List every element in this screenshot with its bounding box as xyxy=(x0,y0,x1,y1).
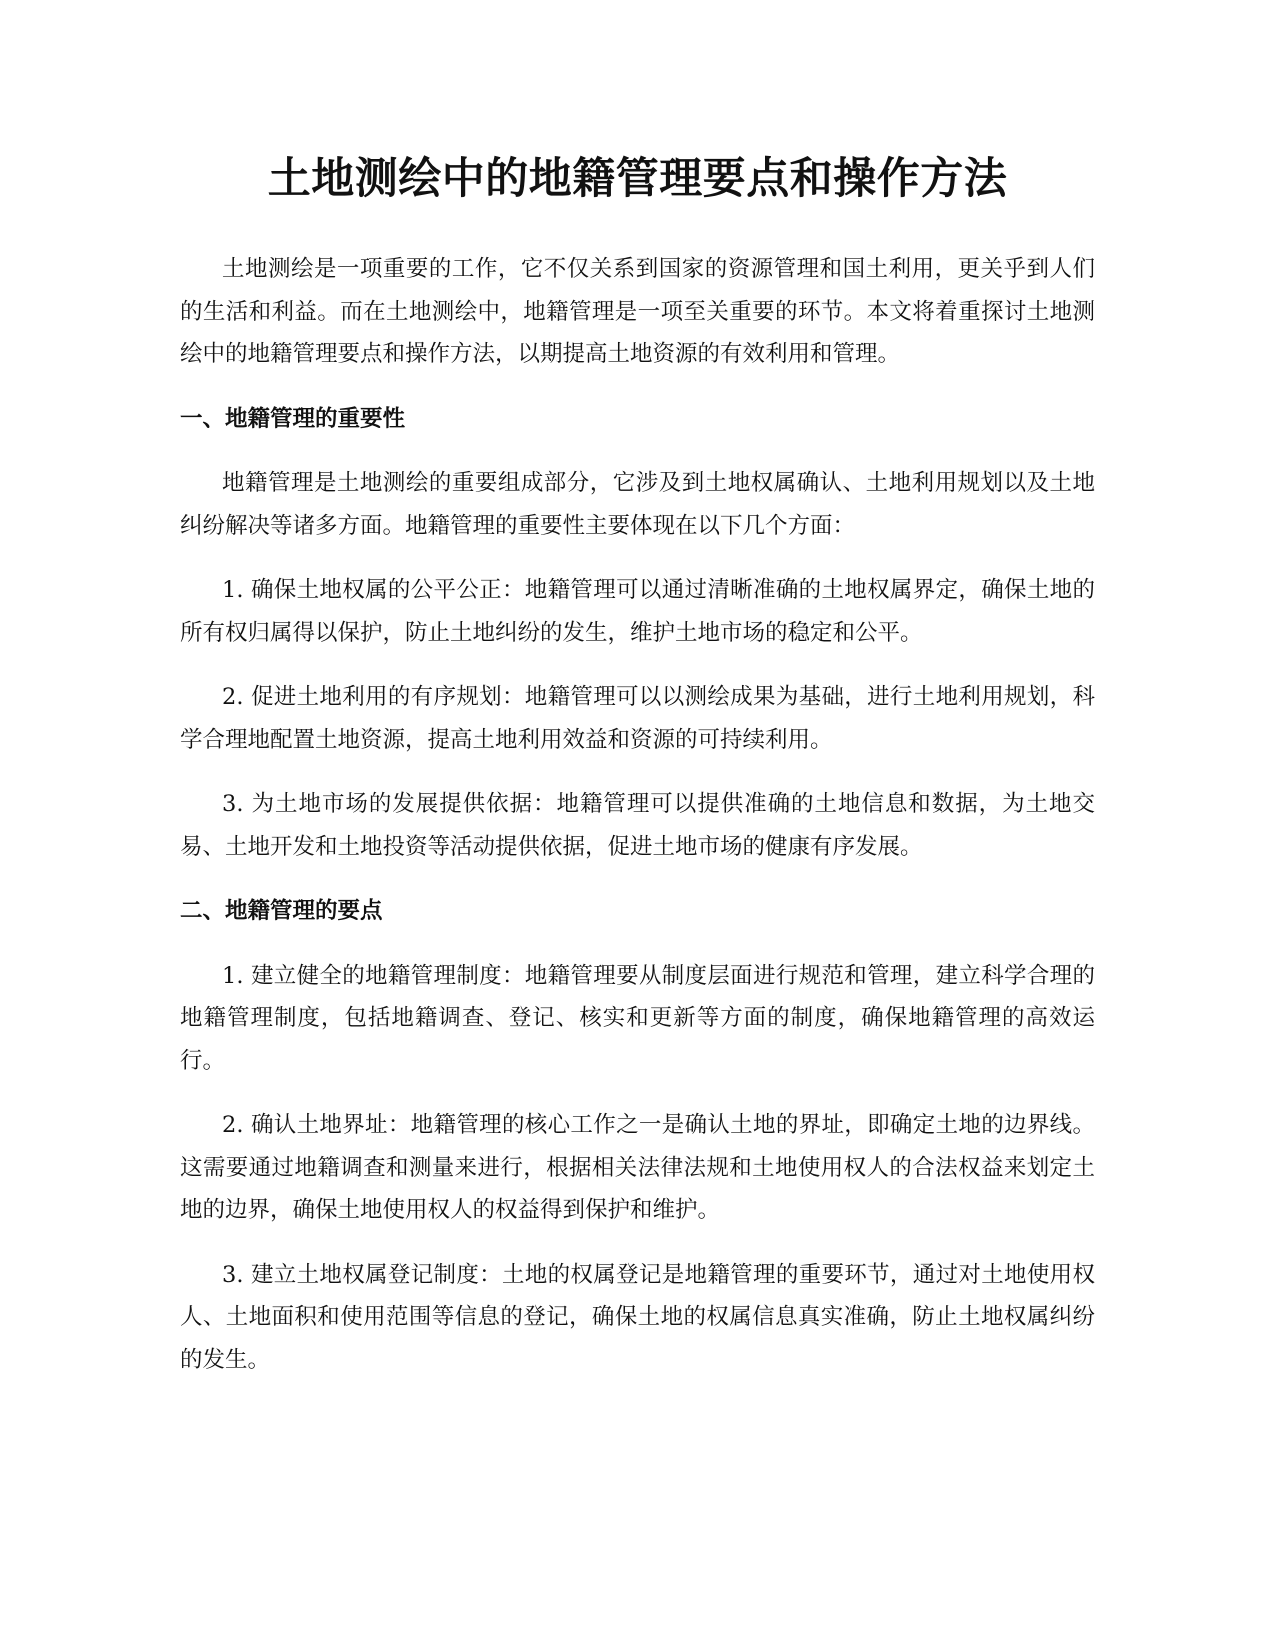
section-heading: 一、地籍管理的重要性 xyxy=(180,405,406,432)
document-title: 土地测绘中的地籍管理要点和操作方法 xyxy=(267,154,1008,204)
list-item: 3. 建立土地权属登记制度：土地的权属登记是地籍管理的重要环节，通过对土地使用权人、土地面积和使用范围等信息的登记，确保土地的权属信息真实准确，防止土地权属纠纷的发生。 xyxy=(180,1261,1095,1373)
section-paragraph: 地籍管理是土地测绘的重要组成部分，它涉及到土地权属确认、土地利用规划以及土地纠纷解决等诸多方面。地籍管理的重要性主要体现在以下几个方面： xyxy=(180,470,1095,539)
section-heading: 二、地籍管理的要点 xyxy=(180,898,383,924)
list-item: 1. 建立健全的地籍管理制度：地籍管理要从制度层面进行规范和管理，建立科学合理的地籍管理制度，包括地籍调查、登记、核实和更新等方面的制度，确保地籍管理的高效运行。 xyxy=(180,962,1095,1074)
intro-paragraph: 土地测绘是一项重要的工作，它不仅关系到国家的资源管理和国土利用，更关乎到人们的生活和利益。而在土地测绘中，地籍管理是一项至关重要的环节。本文将着重探讨土地测绘中的地籍管理要点和操作方法，以期提高土地资源的有效利用和管理。 xyxy=(180,256,1095,367)
section-importance xyxy=(180,398,1095,869)
section-key-points xyxy=(180,890,1095,1381)
list-item: 1. 确保土地权属的公平公正：地籍管理可以通过清晰准确的土地权属界定，确保土地的所有权归属得以保护，防止土地纠纷的发生，维护土地市场的稳定和公平。 xyxy=(180,577,1095,646)
list-item: 3. 为土地市场的发展提供依据：地籍管理可以提供准确的土地信息和数据，为土地交易、土地开发和土地投资等活动提供依据，促进土地市场的健康有序发展。 xyxy=(180,791,1095,860)
list-item: 2. 确认土地界址：地籍管理的核心工作之一是确认土地的界址，即确定土地的边界线。这需要通过地籍调查和测量来进行，根据相关法律法规和土地使用权人的合法权益来划定土地的边界，确保土地使用权人的权益得到保护和维护。 xyxy=(180,1112,1095,1223)
document-page xyxy=(180,150,1095,1403)
list-item: 2. 促进土地利用的有序规划：地籍管理可以以测绘成果为基础，进行土地利用规划，科学合理地配置土地资源，提高土地利用效益和资源的可持续利用。 xyxy=(180,684,1095,753)
